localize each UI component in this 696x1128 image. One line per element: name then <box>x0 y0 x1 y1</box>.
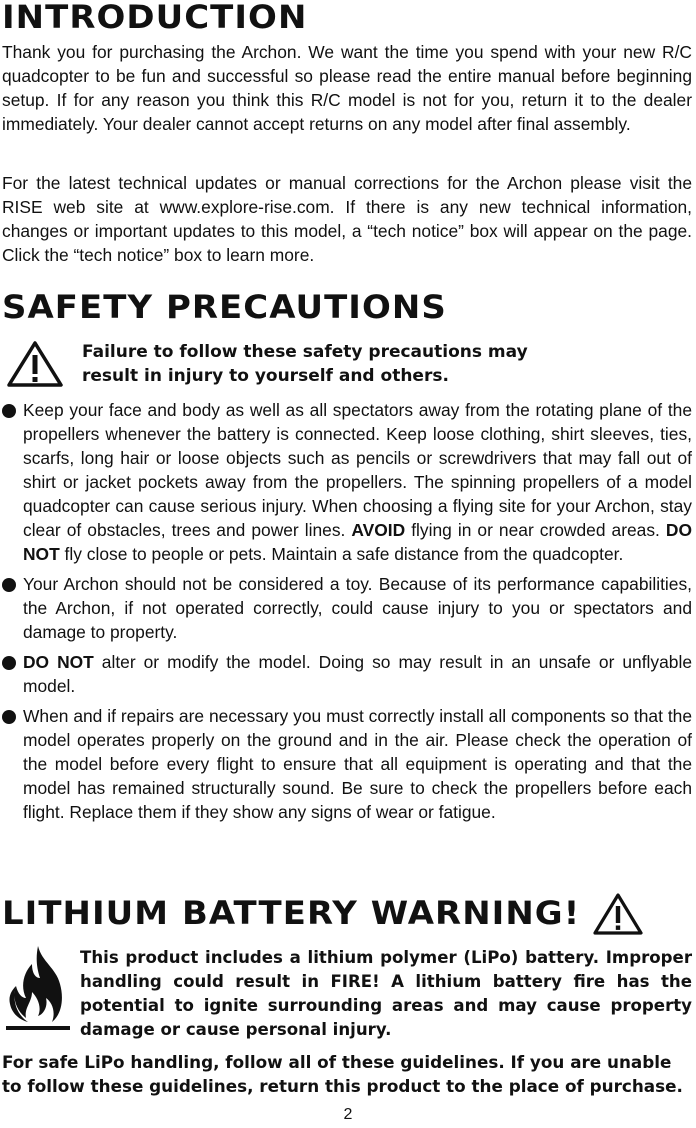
page-number: 2 <box>343 1106 353 1123</box>
warning-triangle-icon <box>592 892 644 936</box>
fire-icon <box>2 944 74 1036</box>
introduction-paragraph-2: For the latest technical updates or manual corrections for the Archon please visit the RISE web site at www.explore-rise.com. If there is any new technical information, changes or important updates to this model, a “tech notice” box will appear on the page. Click the “tech notice” box to learn more. <box>2 173 692 265</box>
safety-bullet-1: Keep your face and body as well as all spectators away from the rotating plane of the propellers whenever the battery is connected. Keep loose clothing, shirt sleeves, ties, scarfs, long hair or loose objects such as pencils or screwdrivers that may fall out of shirt or jacket pockets away from the propellers. The spinning propellers of a model quadcopter can cause serious injury. When choosing a flying site for your Archon, stay clear of obstacles, trees and power lines. AVOID flying in or near crowded areas. DO NOT fly close to people or pets. Maintain a safe distance from the quadcopter. <box>2 398 692 566</box>
bullet-icon <box>2 578 16 592</box>
avoid-emphasis: AVOID <box>351 520 406 540</box>
safety-heading: SAFETY PRECAUTIONS <box>2 288 447 326</box>
safety-warning-line-2: result in injury to yourself and others. <box>82 366 449 386</box>
safety-bullet-list <box>2 398 692 830</box>
safety-warning-text <box>82 340 582 388</box>
safety-bullet-4: When and if repairs are necessary you must correctly install all components so that the model operates properly on the ground and in the air. Please check the operation of the model before every flight to ensure that all equipment is operating and that the model has remained structurally sound. Be sure to check the propellers before each flight. Replace them if they show any signs of wear or fatigue. <box>2 704 692 824</box>
warning-triangle-icon <box>6 340 64 388</box>
safety-bullet-3: DO NOT alter or modify the model. Doing so may result in an unsafe or unflyable model. <box>2 650 692 698</box>
safety-warning <box>2 340 692 390</box>
introduction-heading: INTRODUCTION <box>2 0 308 36</box>
do-not-emphasis: DO NOT <box>23 520 692 564</box>
battery-warning-text: This product includes a lithium polymer (LiPo) battery. Improper handling could result in FIRE! A lithium battery fire has the potential to ignite surrounding areas and may cause property damage or cause personal injury. <box>80 948 692 1039</box>
bullet-icon <box>2 710 16 724</box>
bullet-icon <box>2 404 16 418</box>
introduction-paragraph-1: Thank you for purchasing the Archon. We want the time you spend with your new R/C quadcopter to be fun and successful so please read the entire manual before beginning setup. If for any reason you think this R/C model is not for you, return it to the dealer immediately. Your dealer cannot accept returns on any model after final assembly. <box>2 42 692 134</box>
battery-heading: LITHIUM BATTERY WARNING! <box>2 894 581 932</box>
battery-guideline: For safe LiPo handling, follow all of these guidelines. If you are unable to follow these guidelines, return this product to the place of purchase. <box>2 1052 683 1096</box>
fire-emphasis: FIRE <box>330 972 373 991</box>
safety-warning-line-1: Failure to follow these safety precautions may <box>82 342 528 362</box>
safety-bullet-2: Your Archon should not be considered a toy. Because of its performance capabilities, the Archon, if not operated correctly, could cause injury to you or spectators and damage to property. <box>2 572 692 644</box>
bullet-icon <box>2 656 16 670</box>
do-not-emphasis: DO NOT <box>23 652 94 672</box>
